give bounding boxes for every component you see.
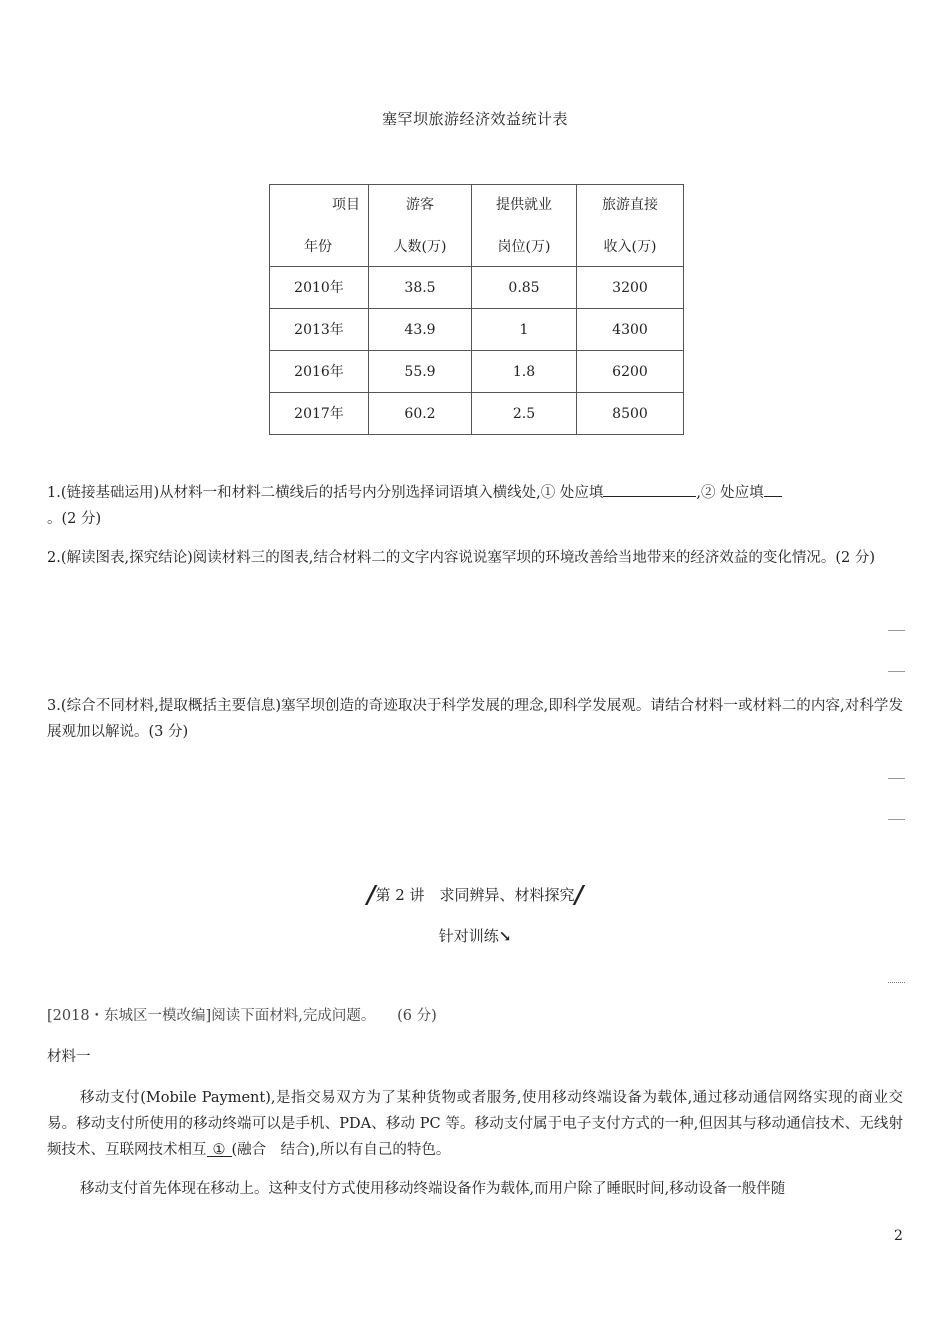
material-paragraph-1 <box>47 1085 903 1163</box>
question-1 <box>47 480 903 532</box>
tourists-cell: 38.5 <box>369 267 472 309</box>
table-header-row <box>270 185 684 267</box>
jobs-cell: 2.5 <box>472 393 577 435</box>
header-line: 人数(万) <box>393 238 447 255</box>
tourists-cell: 55.9 <box>369 351 472 393</box>
income-cell: 6200 <box>577 351 684 393</box>
year-cell: 2017年 <box>270 393 369 435</box>
paragraph-text: (融合 结合),所以有自己的特色。 <box>231 1142 451 1158</box>
header-line: 游客 <box>406 196 434 213</box>
corner-bottom-label: 年份 <box>304 238 332 255</box>
income-cell: 4300 <box>577 309 684 351</box>
corner-top-label: 项目 <box>332 196 360 213</box>
slash-decoration: / <box>574 880 584 909</box>
section-title: 第 2 讲 求同辨异、材料探究 <box>375 886 575 904</box>
income-cell: 8500 <box>577 393 684 435</box>
answer-line-mark <box>888 819 905 820</box>
page-number: 2 <box>894 1228 903 1244</box>
answer-line-mark <box>888 630 905 631</box>
answer-blank-2[interactable] <box>764 480 782 497</box>
header-cell-income <box>577 185 684 267</box>
header-line: 提供就业 <box>496 196 552 213</box>
subtitle-text: 针对训练 <box>438 927 499 945</box>
jobs-cell: 1 <box>472 309 577 351</box>
answer-line-mark <box>888 778 905 779</box>
table-row <box>270 393 684 435</box>
tourists-cell: 43.9 <box>369 309 472 351</box>
question-1-text: ,② 处应填 <box>696 485 764 501</box>
arrow-down-right-icon: ↘ <box>498 927 512 945</box>
paragraph-text: 移动支付(Mobile Payment),是指交易双方为了某种货物或者服务,使用移动终端设备为载体,通过移动通信网络实现的商业交易。移动支付所使用的移动终端可以是手机、PDA、移动 PC 等。移动支付属于电子支付方式的一种,但因其与移动通信技术、无线射频技术、互联网技术相互 <box>47 1090 903 1158</box>
question-1-text: 1.(链接基础运用)从材料一和材料二横线后的括号内分别选择词语填入横线处,① 处应填 <box>47 485 604 501</box>
answer-line-mark <box>888 671 905 672</box>
jobs-cell: 0.85 <box>472 267 577 309</box>
source-note: [2018・东城区一模改编]阅读下面材料,完成问题。 (6 分) <box>47 1008 437 1024</box>
question-2: 2.(解读图表,探究结论)阅读材料三的图表,结合材料二的文字内容说说塞罕坝的环境改善给当地带来的经济效益的变化情况。(2 分) <box>47 550 876 566</box>
stats-table <box>269 184 684 435</box>
answer-blank-1[interactable] <box>603 480 696 497</box>
answer-blank-circle-1[interactable]: ① <box>207 1140 232 1157</box>
year-cell: 2010年 <box>270 267 369 309</box>
dotted-mark <box>888 982 905 983</box>
section-heading <box>0 880 950 909</box>
section-subtitle <box>0 925 950 946</box>
header-line: 旅游直接 <box>602 196 658 213</box>
table-row <box>270 309 684 351</box>
table-row <box>270 267 684 309</box>
income-cell: 3200 <box>577 267 684 309</box>
table-title: 塞罕坝旅游经济效益统计表 <box>381 110 568 128</box>
header-line: 收入(万) <box>603 238 657 255</box>
header-cell-jobs <box>472 185 577 267</box>
year-cell: 2013年 <box>270 309 369 351</box>
year-cell: 2016年 <box>270 351 369 393</box>
corner-header-cell <box>270 185 369 267</box>
question-3: 3.(综合不同材料,提取概括主要信息)塞罕坝创造的奇迹取决于科学发展的理念,即科学发展观。请结合材料一或材料二的内容,对科学发展观加以解说。(3 分) <box>47 698 903 740</box>
question-1-score: 。(2 分) <box>47 511 102 527</box>
header-line: 岗位(万) <box>497 238 551 255</box>
jobs-cell: 1.8 <box>472 351 577 393</box>
material-paragraph-2: 移动支付首先体现在移动上。这种支付方式使用移动终端设备作为载体,而用户除了睡眠时间,移动设备一般伴随 <box>80 1181 786 1197</box>
table-row <box>270 351 684 393</box>
slash-decoration: / <box>366 880 376 909</box>
material-label: 材料一 <box>47 1049 91 1065</box>
header-cell-tourists <box>369 185 472 267</box>
tourists-cell: 60.2 <box>369 393 472 435</box>
